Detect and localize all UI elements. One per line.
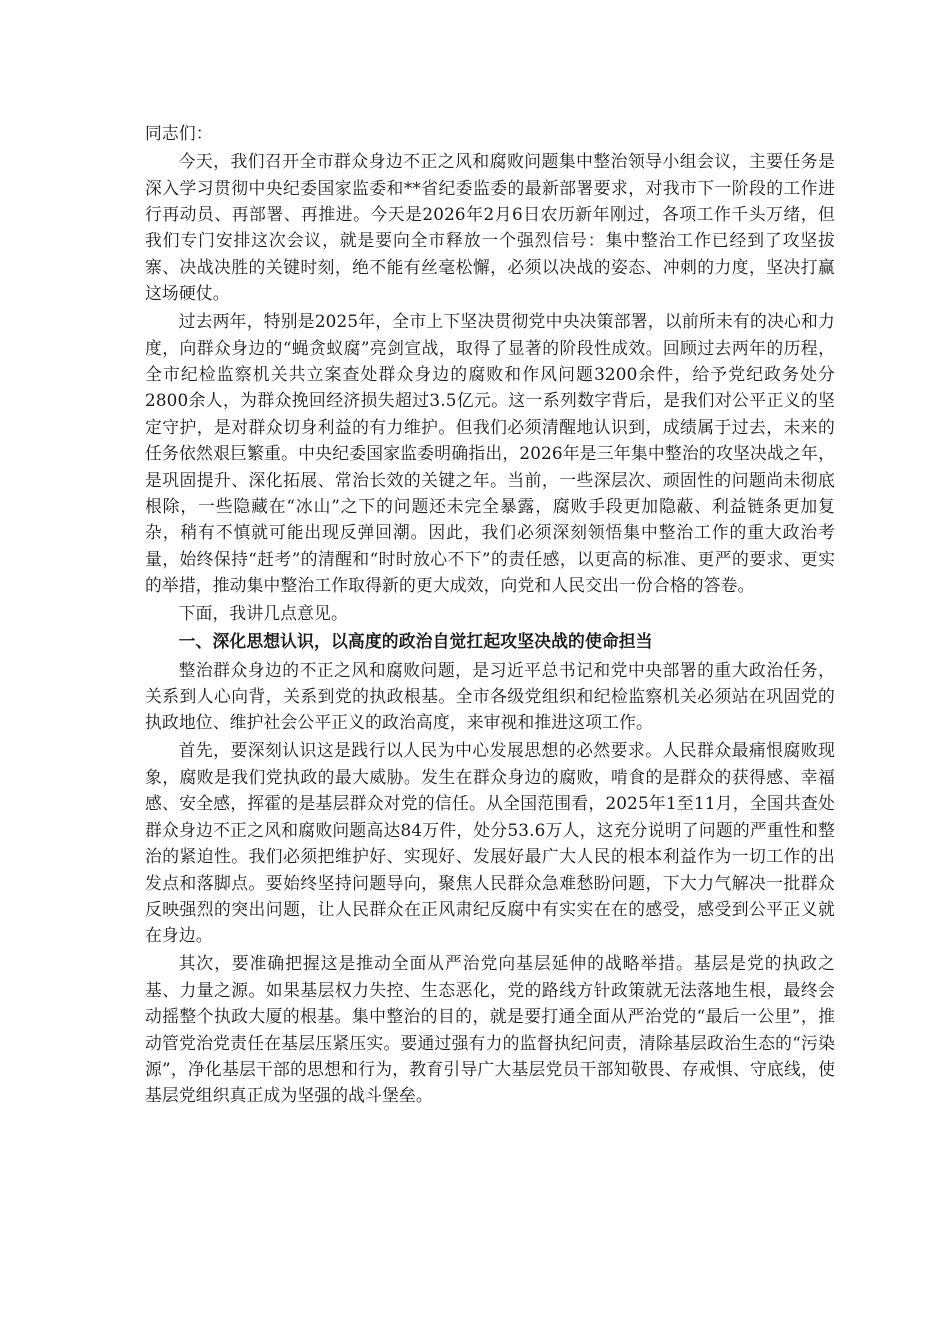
paragraph-transition: 下面，我讲几点意见。 bbox=[178, 603, 348, 624]
salutation: 同志们： bbox=[145, 123, 213, 143]
section-heading-1: 一、深化思想认识，以高度的政治自觉扛起攻坚决战的使命担当 bbox=[178, 631, 653, 652]
section1-paragraph-intro: 整治群众身边的不正之风和腐败问题，是习近平总书记和党中央部署的重大政治任务，关系到人心向背，关系到党的执政根基。全市各级党组织和纪检监察机关必须站在巩固党的执政地位、维护社会公平正义的政治高度，来审视和推进这项工作。 bbox=[145, 659, 835, 733]
section1-paragraph-second: 其次，要准确把握这是推动全面从严治党向基层延伸的战略举措。基层是党的执政之基、力量之源。如果基层权力失控、生态恶化，党的路线方针政策就无法落地生根，最终会动摇整个执政大厦的根基。集中整治的目的，就是要打通全面从严治党的“最后一公里”，推动管党治党责任在基层压紧压实。要通过强有力的监督执纪问责，清除基层政治生态的“污染源”，净化基层干部的思想和行为，教育引导广大基层党员干部知敬畏、存戒惧、守底线，使基层党组织真正成为坚强的战斗堡垒。 bbox=[145, 953, 835, 1106]
paragraph-opening: 今天，我们召开全市群众身边不正之风和腐败问题集中整治领导小组会议，主要任务是深入学习贯彻中央纪委国家监委和**省纪委监委的最新部署要求，对我市下一阶段的工作进行再动员、再部署、再推进。今天是2026年2月6日农历新年刚过，各项工作千头万绪，但我们专门安排这次会议，就是要向全市释放一个强烈信号：集中整治工作已经到了攻坚拔寨、决战决胜的关键时刻，绝不能有丝毫松懈，必须以决战的姿态、冲刺的力度，坚决打赢这场硬仗。 bbox=[145, 151, 835, 304]
document-body bbox=[145, 120, 835, 1111]
section1-paragraph-first: 首先，要深刻认识这是践行以人民为中心发展思想的必然要求。人民群众最痛恨腐败现象，腐败是我们党执政的最大威胁。发生在群众身边的腐败，啃食的是群众的获得感、幸福感、安全感，挥霍的是基层群众对党的信任。从全国范围看，2025年1至11月，全国共查处群众身边不正之风和腐败问题高达84万件，处分53.6万人，这充分说明了问题的严重性和整治的紧迫性。我们必须把维护好、实现好、发展好最广大人民的根本利益作为一切工作的出发点和落脚点。要始终坚持问题导向，聚焦人民群众急难愁盼问题，下大力气解决一批群众反映强烈的突出问题，让人民群众在正风肃纪反腐中有实实在在的感受，感受到公平正义就在身边。 bbox=[145, 740, 835, 946]
paragraph-review: 过去两年，特别是2025年，全市上下坚决贯彻党中央决策部署，以前所未有的决心和力度，向群众身边的“蝇贪蚁腐”亮剑宣战，取得了显著的阶段性成效。回顾过去两年的历程，全市纪检监察机关共立案查处群众身边的腐败和作风问题3200余件，给予党纪政务处分2800余人，为群众挽回经济损失超过3.5亿元。这一系列数字背后，是我们对公平正义的坚定守护，是对群众切身利益的有力维护。但我们必须清醒地认识到，成绩属于过去，未来的任务依然艰巨繁重。中央纪委国家监委明确指出，2026年是三年集中整治的攻坚决战之年，是巩固提升、深化拓展、常治长效的关键之年。当前，一些深层次、顽固性的问题尚未彻底根除，一些隐藏在“冰山”之下的问题还未完全暴露，腐败手段更加隐蔽、利益链条更加复杂，稍有不慎就可能出现反弹回潮。因此，我们必须深刻领悟集中整治工作的重大政治考量，始终保持“赶考”的清醒和“时时放心不下”的责任感，以更高的标准、更严的要求、更实的举措，推动集中整治工作取得新的更大成效，向党和人民交出一份合格的答卷。 bbox=[145, 311, 835, 596]
